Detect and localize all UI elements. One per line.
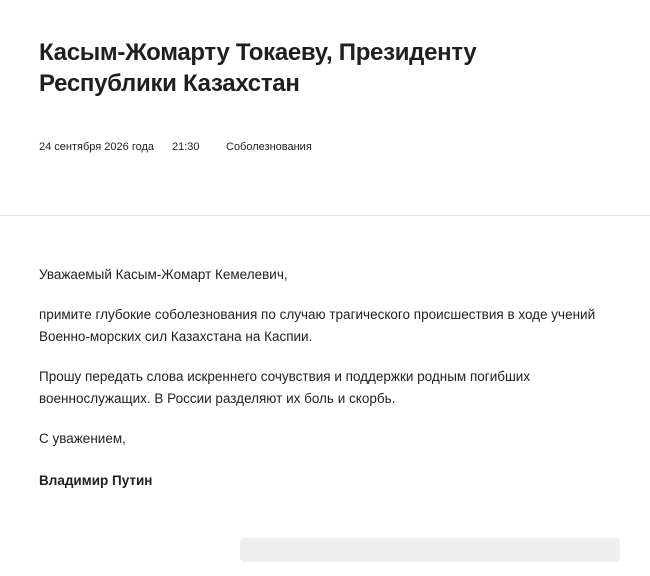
- letter-paragraph: примите глубокие соболезнования по случаю трагического происшествия в ходе учений Военно-морских сил Казахстана на Каспии.: [39, 307, 596, 344]
- letter-closing: С уважением,: [39, 431, 126, 446]
- category-link[interactable]: Соболезнования: [226, 141, 312, 153]
- meta-row: [39, 140, 312, 154]
- page-header: [0, 0, 650, 216]
- watermark-graphic: [240, 530, 620, 570]
- letter-greeting: Уважаемый Касым-Жомарт Кемелевич,: [39, 267, 288, 282]
- publication-time: 21:30: [172, 141, 200, 153]
- publication-date: 24 сентября 2026 года: [39, 141, 154, 153]
- letter-body: [39, 264, 639, 510]
- page-title: Касым-Жомарту Токаеву, Президенту Республики Казахстан: [39, 39, 477, 97]
- letter-paragraph: Прошу передать слова искреннего сочувствия и поддержки родным погибших военнослужащих. В России разделяют их боль и скорбь.: [39, 369, 531, 406]
- letter-signature: Владимир Путин: [39, 473, 153, 488]
